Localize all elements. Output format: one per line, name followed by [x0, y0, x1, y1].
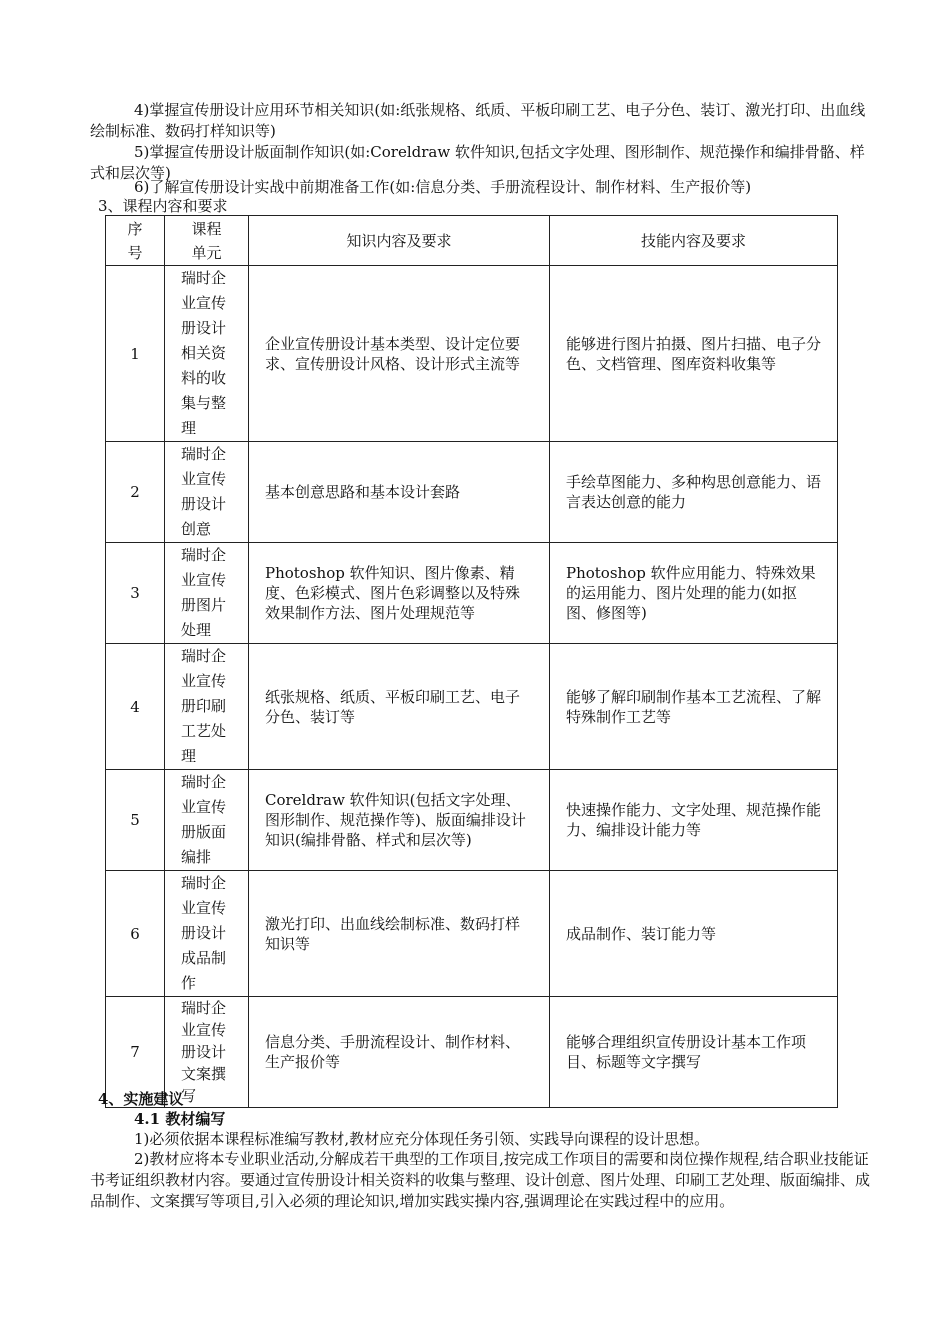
row-num: 7	[106, 997, 165, 1108]
row-num: 2	[106, 442, 165, 543]
row-unit: 瑞时企业宣传册设计相关资料的收集与整理	[165, 266, 249, 442]
subsection-4-1-title: 4.1 教材编写	[134, 1110, 226, 1128]
row-skill: Photoshop 软件应用能力、特殊效果的运用能力、图片处理的能力(如抠图、修图等)	[550, 543, 838, 644]
table-header-row	[106, 216, 838, 266]
table-row	[106, 644, 838, 770]
row-knowledge: 激光打印、出血线绘制标准、数码打样知识等	[249, 871, 550, 997]
section-4-title: 4、实施建议	[98, 1090, 184, 1108]
row-skill: 成品制作、装订能力等	[550, 871, 838, 997]
table-row	[106, 997, 838, 1108]
row-knowledge: 纸张规格、纸质、平板印刷工艺、电子分色、装订等	[249, 644, 550, 770]
row-knowledge: 企业宣传册设计基本类型、设计定位要求、宣传册设计风格、设计形式主流等	[249, 266, 550, 442]
header-num: 序号	[106, 216, 165, 266]
intro-line-5: 5)掌握宣传册设计版面制作知识(如:Coreldraw 软件知识,包括文字处理、图形制作、规范操作和编排骨骼、样式和层次等)	[90, 143, 865, 182]
row-skill: 能够进行图片拍摄、图片扫描、电子分色、文档管理、图库资料收集等	[550, 266, 838, 442]
section-4-para-2: 2)教材应将本专业职业活动,分解成若干典型的工作项目,按完成工作项目的需要和岗位操作规程,结合职业技能证书考证组织教材内容。要通过宣传册设计相关资料的收集与整理、设计创意、图片处理、印刷工艺处理、版面编排、成品制作、文案撰写等项目,引入必须的理论知识,增加实践实操内容,强调理论在实践过程中的应用。	[90, 1150, 871, 1210]
table-row	[106, 543, 838, 644]
row-unit: 瑞时企业宣传册设计成品制作	[165, 871, 249, 997]
header-knowledge: 知识内容及要求	[249, 216, 550, 266]
row-unit: 瑞时企业宣传册设计创意	[165, 442, 249, 543]
table-row	[106, 871, 838, 997]
row-num: 3	[106, 543, 165, 644]
row-skill: 快速操作能力、文字处理、规范操作能力、编排设计能力等	[550, 770, 838, 871]
header-skill: 技能内容及要求	[550, 216, 838, 266]
row-knowledge: 信息分类、手册流程设计、制作材料、生产报价等	[249, 997, 550, 1108]
intro-line-6: 6)了解宣传册设计实战中前期准备工作(如:信息分类、手册流程设计、制作材料、生产报价等)	[134, 178, 752, 196]
row-num: 1	[106, 266, 165, 442]
row-unit: 瑞时企业宣传册图片处理	[165, 543, 249, 644]
row-num: 4	[106, 644, 165, 770]
row-num: 5	[106, 770, 165, 871]
row-num: 6	[106, 871, 165, 997]
table-row	[106, 442, 838, 543]
row-unit: 瑞时企业宣传册设计文案撰写	[165, 997, 249, 1108]
intro-line-4: 4)掌握宣传册设计应用环节相关知识(如:纸张规格、纸质、平板印刷工艺、电子分色、装订、激光打印、出血线绘制标准、数码打样知识等)	[90, 101, 866, 140]
row-knowledge: Photoshop 软件知识、图片像素、精度、色彩模式、图片色彩调整以及特殊效果制作方法、图片处理规范等	[249, 543, 550, 644]
row-unit: 瑞时企业宣传册印刷工艺处理	[165, 644, 249, 770]
row-skill: 能够合理组织宣传册设计基本工作项目、标题等文字撰写	[550, 997, 838, 1108]
course-content-table	[105, 215, 838, 1108]
row-unit: 瑞时企业宣传册版面编排	[165, 770, 249, 871]
row-knowledge: Coreldraw 软件知识(包括文字处理、图形制作、规范操作等)、版面编排设计知识(编排骨骼、样式和层次等)	[249, 770, 550, 871]
row-skill: 手绘草图能力、多种构思创意能力、语言表达创意的能力	[550, 442, 838, 543]
row-knowledge: 基本创意思路和基本设计套路	[249, 442, 550, 543]
section-3-title: 3、课程内容和要求	[98, 197, 228, 215]
header-unit: 课程单元	[165, 216, 249, 266]
table-row	[106, 266, 838, 442]
section-4-para-1: 1)必须依据本课程标准编写教材,教材应充分体现任务引领、实践导向课程的设计思想。	[134, 1130, 710, 1148]
table-row	[106, 770, 838, 871]
row-skill: 能够了解印刷制作基本工艺流程、了解特殊制作工艺等	[550, 644, 838, 770]
